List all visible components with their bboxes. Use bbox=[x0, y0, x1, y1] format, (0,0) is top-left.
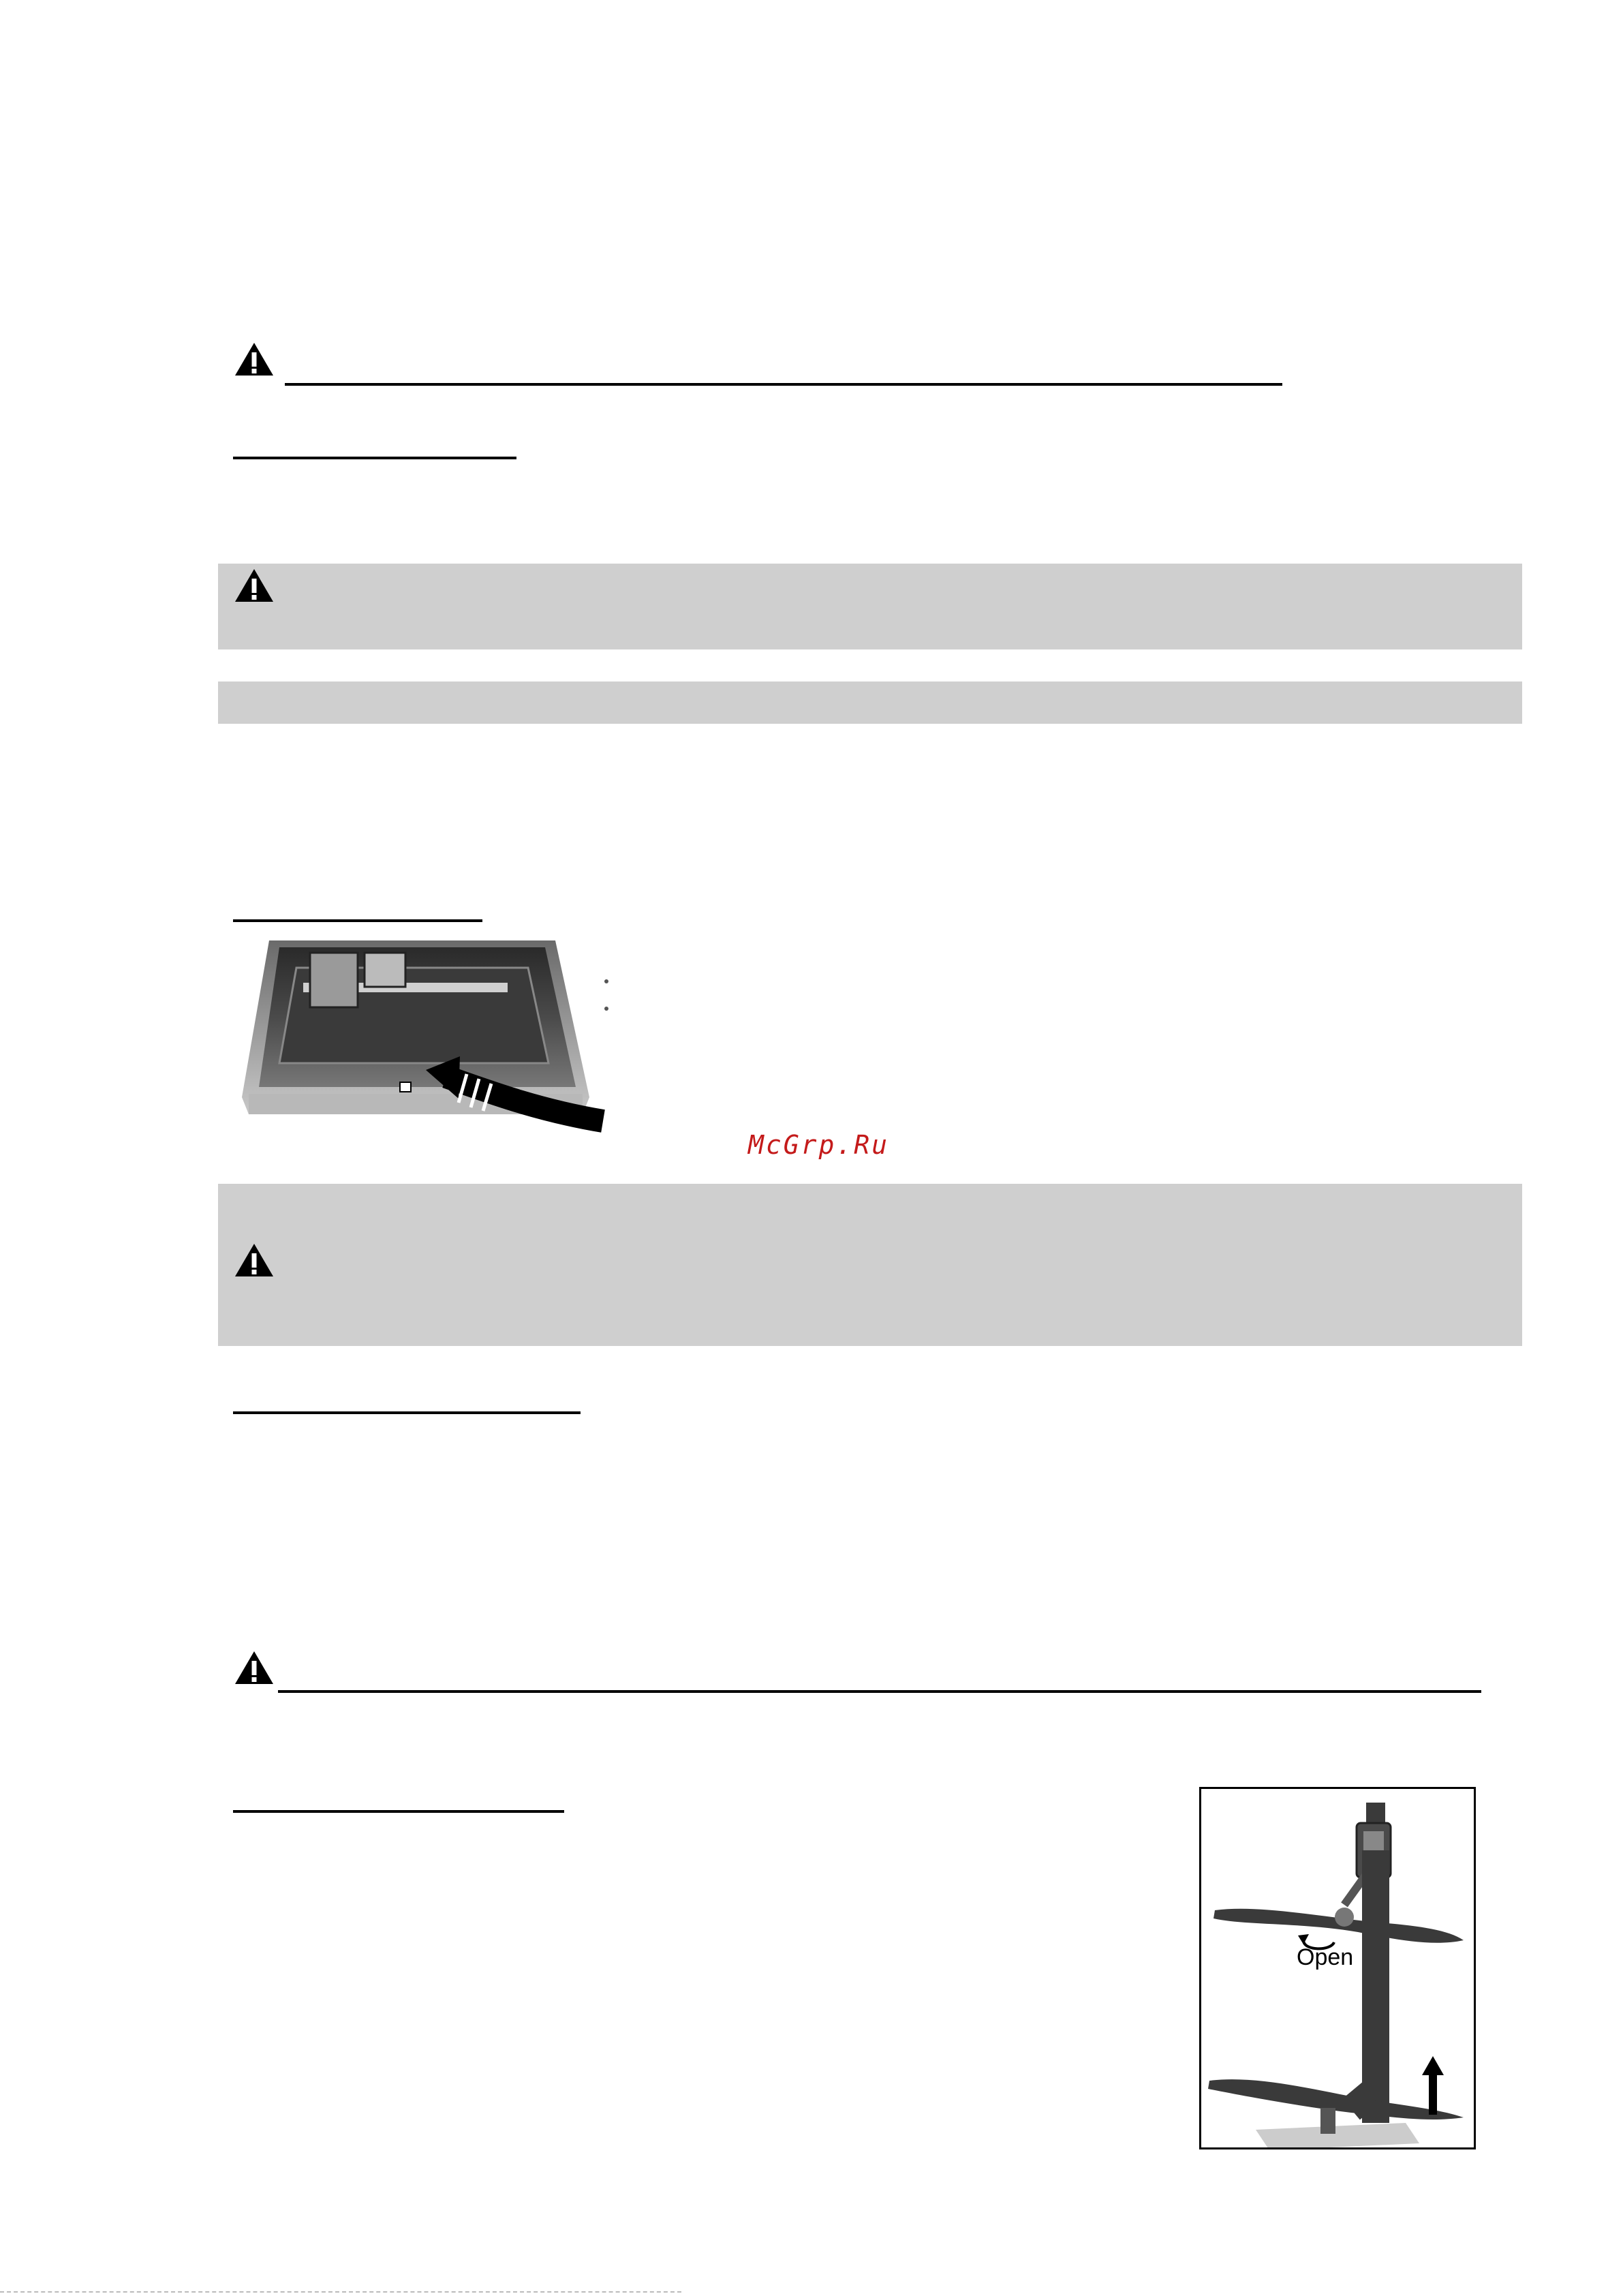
section-heading-underline bbox=[233, 457, 516, 459]
warning-icon bbox=[233, 341, 275, 378]
section-heading-underline bbox=[233, 1810, 564, 1813]
spray-arm-figure bbox=[1199, 1787, 1476, 2149]
warning-box bbox=[218, 564, 1522, 649]
warning-underline bbox=[285, 383, 1282, 386]
warning-underline bbox=[278, 1690, 1481, 1693]
warning-box bbox=[218, 1184, 1522, 1346]
scan-edge bbox=[0, 2291, 681, 2293]
section-heading-underline bbox=[233, 1411, 581, 1414]
warning-icon bbox=[233, 567, 275, 604]
warning-icon bbox=[233, 1242, 275, 1279]
open-label: Open bbox=[1297, 1944, 1354, 1970]
watermark: McGrp.Ru bbox=[748, 1130, 890, 1160]
warning-icon bbox=[233, 1649, 275, 1686]
gray-band bbox=[218, 682, 1522, 724]
section-heading-underline bbox=[233, 919, 482, 922]
dishwasher-door-photo bbox=[242, 940, 610, 1159]
